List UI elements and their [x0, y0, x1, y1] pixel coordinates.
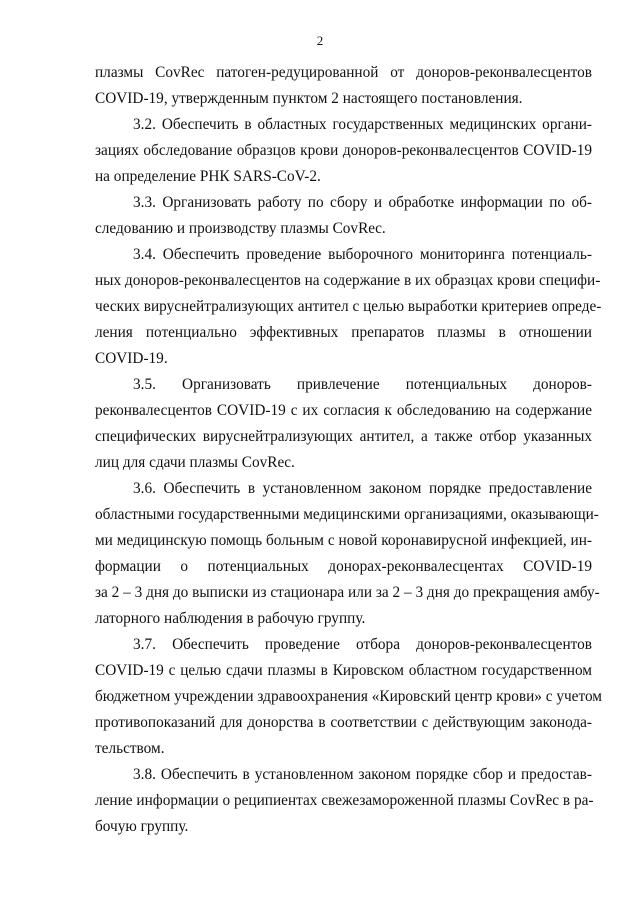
- text-line: плазмы CovRec патоген-редуцированной от доноров-реконвалесцентов: [95, 64, 592, 81]
- text-line: 3.2. Обеспечить в областных государственных медицинских органи-: [133, 116, 592, 133]
- text-line: ми медицинскую помощь больным с новой коронавирусной инфекцией, ин-: [95, 532, 592, 549]
- text-line: формации о потенциальных донорах-реконвалесцентах COVID-19: [95, 558, 592, 575]
- text-line: 3.8. Обеспечить в установленном законом порядке сбор и предостав-: [133, 766, 592, 783]
- text-line: латорного наблюдения в рабочую группу.: [95, 610, 366, 627]
- text-line: противопоказаний для донорства в соответствии с действующим законода-: [95, 714, 592, 731]
- text-line: ления потенциально эффективных препаратов плазмы в отношении: [95, 324, 592, 341]
- text-line: 3.4. Обеспечить проведение выборочного мониторинга потенциаль-: [133, 246, 592, 263]
- text-line: 3.7. Обеспечить проведение отбора доноров-реконвалесцентов: [133, 636, 592, 653]
- text-line: COVID-19.: [95, 350, 168, 367]
- text-line: ческих вируснейтрализующих антител с целью выработки критериев опреде-: [95, 298, 602, 315]
- text-line: областными государственными медицинскими организациями, оказывающи-: [95, 506, 599, 523]
- text-line: COVID-19, утвержденным пунктом 2 настоящего постановления.: [95, 90, 523, 107]
- text-line: ных доноров-реконвалесцентов на содержание в их образцах крови специфи-: [95, 272, 601, 289]
- text-line: 3.6. Обеспечить в установленном законом порядке предоставление: [133, 480, 592, 497]
- text-line: на определение РНК SARS-CoV-2.: [95, 168, 321, 185]
- text-line: специфических вируснейтрализующих антител, а также отбор указанных: [95, 428, 592, 445]
- text-line: 3.3. Организовать работу по сбору и обработке информации по об-: [133, 194, 592, 211]
- text-line: бочую группу.: [95, 818, 189, 835]
- text-line: лиц для сдачи плазмы CovRec.: [95, 454, 295, 471]
- text-line: реконвалесцентов COVID-19 с их согласия к обследованию на содержание: [95, 402, 592, 419]
- page-number: 2: [316, 33, 324, 48]
- text-line: следованию и производству плазмы CovRec.: [95, 220, 386, 237]
- text-line: тельством.: [95, 740, 165, 757]
- text-line: за 2 – 3 дня до выписки из стационара или за 2 – 3 дня до прекращения амбу-: [95, 584, 600, 601]
- text-line: бюджетном учреждении здравоохранения «Кировский центр крови» с учетом: [95, 688, 602, 705]
- text-line: ление информации о реципиентах свежезамороженной плазмы CovRec в ра-: [95, 792, 594, 809]
- text-line: зациях обследование образцов крови доноров-реконвалесцентов COVID-19: [95, 142, 592, 159]
- text-line: 3.5. Организовать привлечение потенциальных доноров-: [133, 376, 592, 393]
- text-line: COVID-19 с целью сдачи плазмы в Кировском областном государственном: [95, 662, 592, 679]
